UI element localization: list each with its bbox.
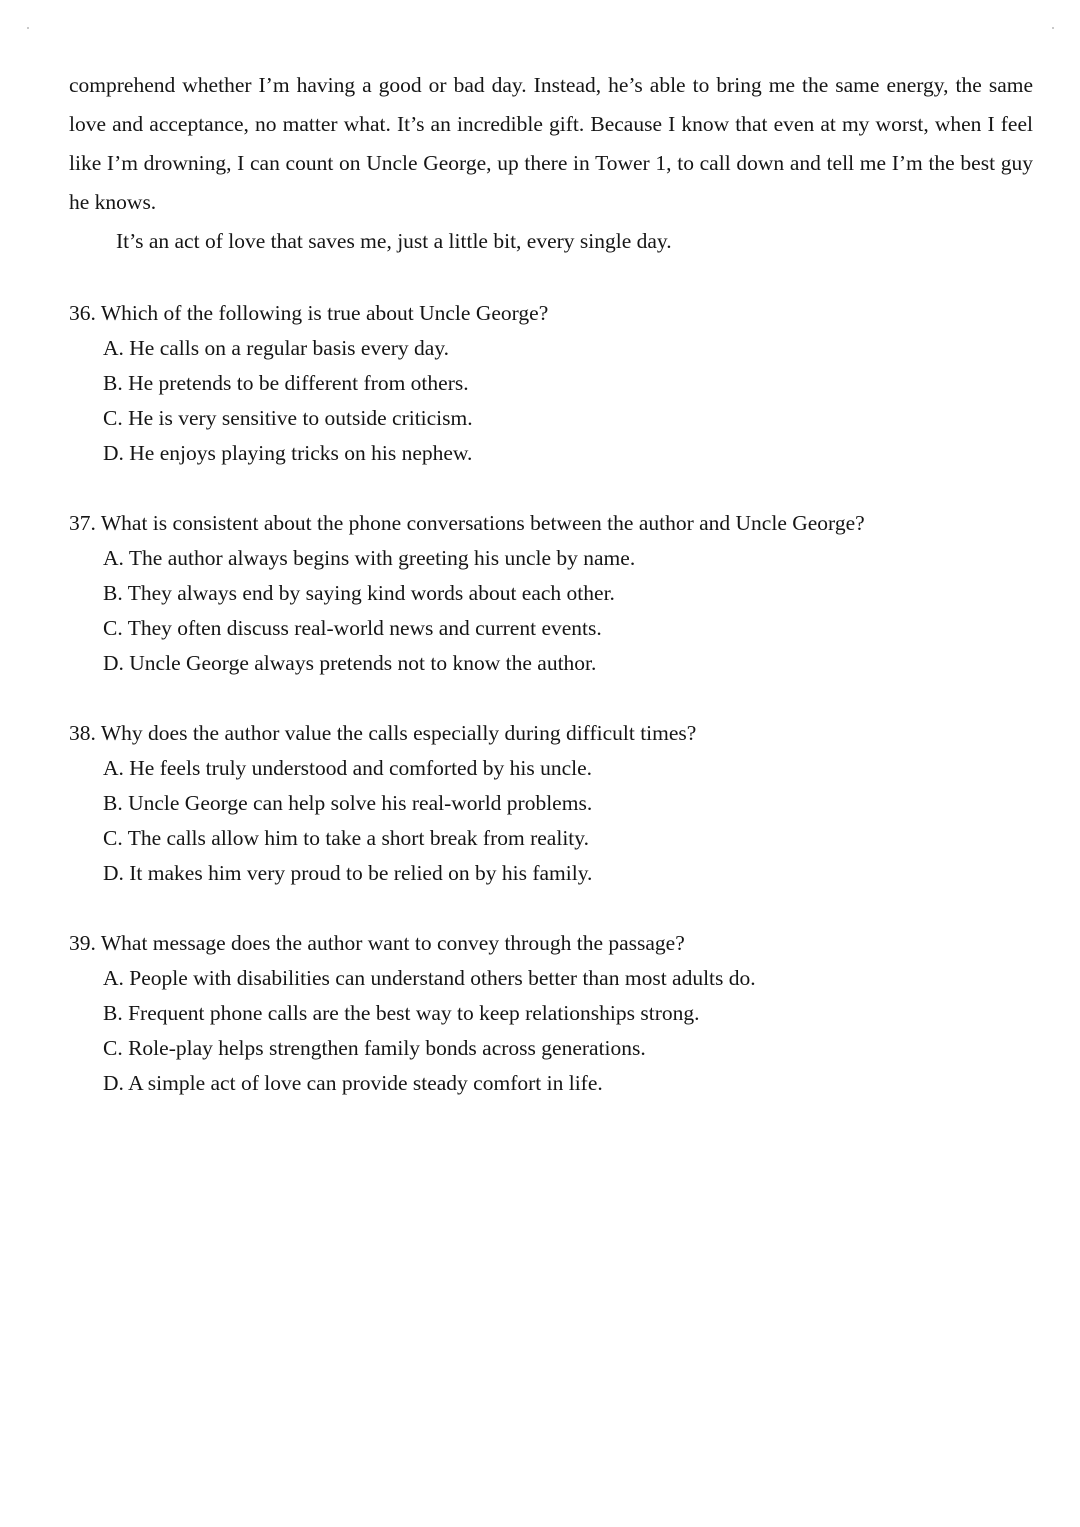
passage-paragraph: It’s an act of love that saves me, just a little bit, every single day.: [116, 229, 672, 253]
option-d: D. Uncle George always pretends not to know the author.: [103, 651, 597, 675]
answer-options: [69, 751, 1029, 891]
question-38: [69, 716, 1029, 891]
scan-speck-right: [1052, 27, 1054, 29]
option-c: C. He is very sensitive to outside criticism.: [103, 406, 473, 430]
question-stem: 39. What message does the author want to convey through the passage?: [69, 931, 685, 955]
option-b: B. Uncle George can help solve his real-world problems.: [103, 791, 593, 815]
question-37: [69, 506, 1029, 681]
option-b: B. Frequent phone calls are the best way to keep relationships strong.: [103, 1001, 700, 1025]
option-a: A. People with disabilities can understand others better than most adults do.: [103, 966, 756, 990]
option-c: C. They often discuss real-world news and current events.: [103, 616, 602, 640]
question-stem: 38. Why does the author value the calls especially during difficult times?: [69, 721, 697, 745]
option-d: D. A simple act of love can provide steady comfort in life.: [103, 1071, 603, 1095]
option-d: D. It makes him very proud to be relied on by his family.: [103, 861, 593, 885]
answer-options: [69, 331, 1029, 471]
scan-speck-left: [27, 27, 29, 29]
answer-options: [69, 541, 1029, 681]
option-c: C. Role-play helps strengthen family bonds across generations.: [103, 1036, 646, 1060]
question-stem: 36. Which of the following is true about Uncle George?: [69, 301, 549, 325]
option-d: D. He enjoys playing tricks on his nephew.: [103, 441, 473, 465]
answer-options: [69, 961, 1029, 1101]
question-39: [69, 926, 1029, 1101]
option-a: A. He calls on a regular basis every day.: [103, 336, 450, 360]
question-stem: 37. What is consistent about the phone conversations between the author and Uncle George?: [69, 511, 865, 535]
option-c: C. The calls allow him to take a short break from reality.: [103, 826, 589, 850]
option-a: A. He feels truly understood and comforted by his uncle.: [103, 756, 592, 780]
option-a: A. The author always begins with greeting his uncle by name.: [103, 546, 636, 570]
option-b: B. They always end by saying kind words about each other.: [103, 581, 615, 605]
option-b: B. He pretends to be different from others.: [103, 371, 469, 395]
question-36: [69, 296, 1029, 471]
reading-passage: [69, 66, 1033, 261]
passage-paragraph: comprehend whether I’m having a good or bad day. Instead, he’s able to bring me the same energy, the same love and acceptance, no matter what. It’s an incredible gift. Because I know that even at my worst, when I feel like I’m drowning, I can count on Uncle George, up there in Tower 1, to call down and tell me I’m the best guy he knows.: [69, 73, 1033, 214]
